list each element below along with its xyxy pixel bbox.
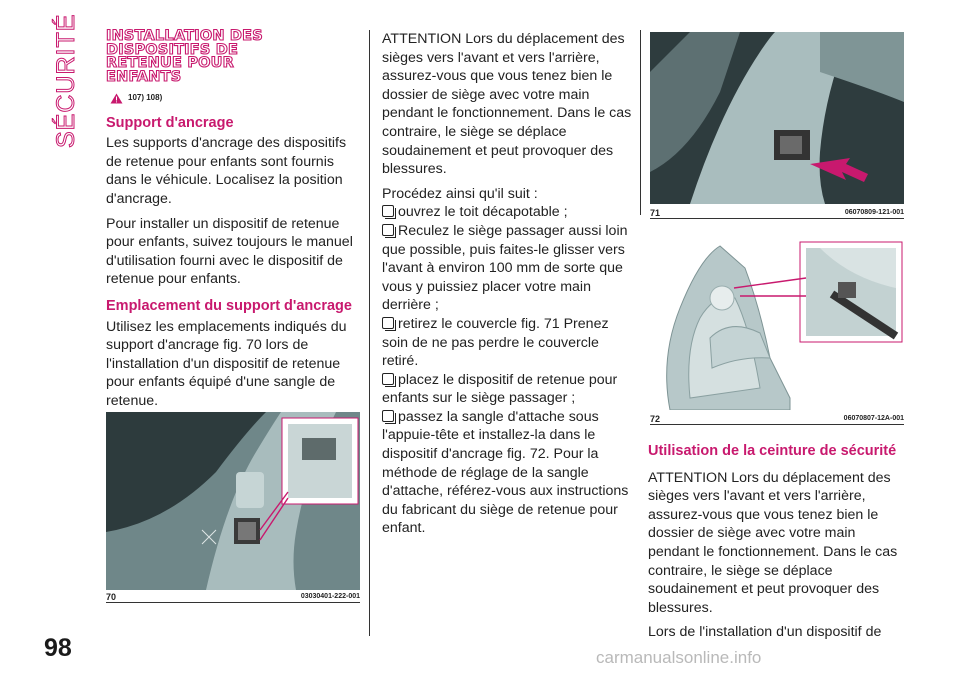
figure-number: 72: [650, 414, 661, 424]
figure-code: 06070807-12A-001: [843, 415, 904, 422]
warning-references: [110, 89, 352, 108]
paragraph-warning: ATTENTION Lors du déplacement des sièges vers l'avant et vers l'arrière, assurez-vous que vous tenez bien le dossier de siège avec votre main pendant le fonctionnement. Dans le cas contraire, le siège se déplace soudainement et peut provoquer des blessures.: [382, 31, 632, 178]
page-number: 98: [44, 634, 72, 662]
heading-ceinture: Utilisation de la ceinture de sécurité: [648, 443, 897, 459]
figure-71: [650, 32, 904, 222]
checkbox-bullet-icon: [382, 410, 394, 422]
column-divider: [369, 30, 370, 636]
heading-support-ancrage: Support d'ancrage: [106, 114, 234, 131]
paragraph-warning: ATTENTION Lors du déplacement des sièges vers l'avant et vers l'arrière, assurez-vous que vous tenez bien le dossier de siège avec votre main pendant le fonctionnement. Dans le cas contraire, le siège se déplace soudainement et peut provoquer des blessures.: [648, 469, 898, 616]
figure-rule: [650, 218, 904, 219]
list-item: retirez le couvercle fig. 71 Prenez soin de ne pas perdre le couvercle retiré.: [382, 315, 609, 370]
figure-code: 06070809-121-001: [844, 209, 904, 216]
checkbox-bullet-icon: [382, 205, 394, 217]
figure-code: 03030401-222-001: [300, 593, 360, 600]
section-title: INSTALLATION DES DISPOSITIFS DE RETENUE POUR ENFANTS: [106, 28, 263, 85]
tether-strap-illustration: [650, 238, 904, 410]
figure-rule: [106, 602, 360, 603]
paragraph: Procédez ainsi qu'il suit :: [382, 185, 538, 202]
figure-number: 71: [650, 208, 661, 218]
figure-rule: [650, 424, 904, 425]
figure-70: [106, 412, 360, 606]
anchor-location-illustration: [106, 412, 360, 590]
checkbox-bullet-icon: [382, 373, 394, 385]
checkbox-bullet-icon: [382, 317, 394, 329]
paragraph: Pour installer un dispositif de retenue pour enfants, suivez toujours le manuel d'utilisation fourni avec le dispositif de retenue pour enfants.: [106, 215, 353, 288]
paragraph: Lors de l'installation d'un dispositif de: [648, 624, 882, 641]
list-item: Reculez le siège passager aussi loin que possible, puis faites-le glisser vers l'avant à environ 100 mm de sorte que vous y puissiez placer votre main derrière ;: [382, 222, 628, 314]
column-left: [106, 30, 356, 417]
list-item: passez la sangle d'attache sous l'appuie-tête et installez-la dans le dispositif d'ancrage fig. 72. Pour la méthode de réglage de la sangle d'attache, référez-vous aux instructions du fabricant du siège de retenue pour enfant.: [382, 408, 629, 537]
paragraph: Utilisez les emplacements indiqués du support d'ancrage fig. 70 lors de l'installation d'un dispositif de retenue pour enfants équipé d'une sangle de retenue.: [106, 318, 347, 409]
checkbox-bullet-icon: [382, 224, 394, 236]
cover-removal-illustration: [650, 32, 904, 204]
paragraph: Les supports d'ancrage des dispositifs de retenue pour enfants sont fournis dans le véhicule. Localisez la position d'ancrage.: [106, 135, 347, 207]
list-item: ouvrez le toit décapotable ;: [382, 203, 634, 222]
warning-icon: [110, 93, 123, 104]
column-right: [648, 442, 904, 648]
watermark: carmanualsonline.info: [596, 648, 762, 667]
column-divider: [640, 30, 641, 215]
list-item: placez le dispositif de retenue pour enfants sur le siège passager ;: [382, 371, 618, 407]
heading-emplacement: Emplacement du support d'ancrage: [106, 297, 352, 314]
warning-refs-text: 107) 108): [128, 93, 163, 102]
column-middle: [382, 30, 634, 538]
section-side-tab: SÉCURITÉ: [52, 13, 80, 148]
figure-72: [650, 238, 904, 428]
figure-number: 70: [106, 592, 117, 602]
